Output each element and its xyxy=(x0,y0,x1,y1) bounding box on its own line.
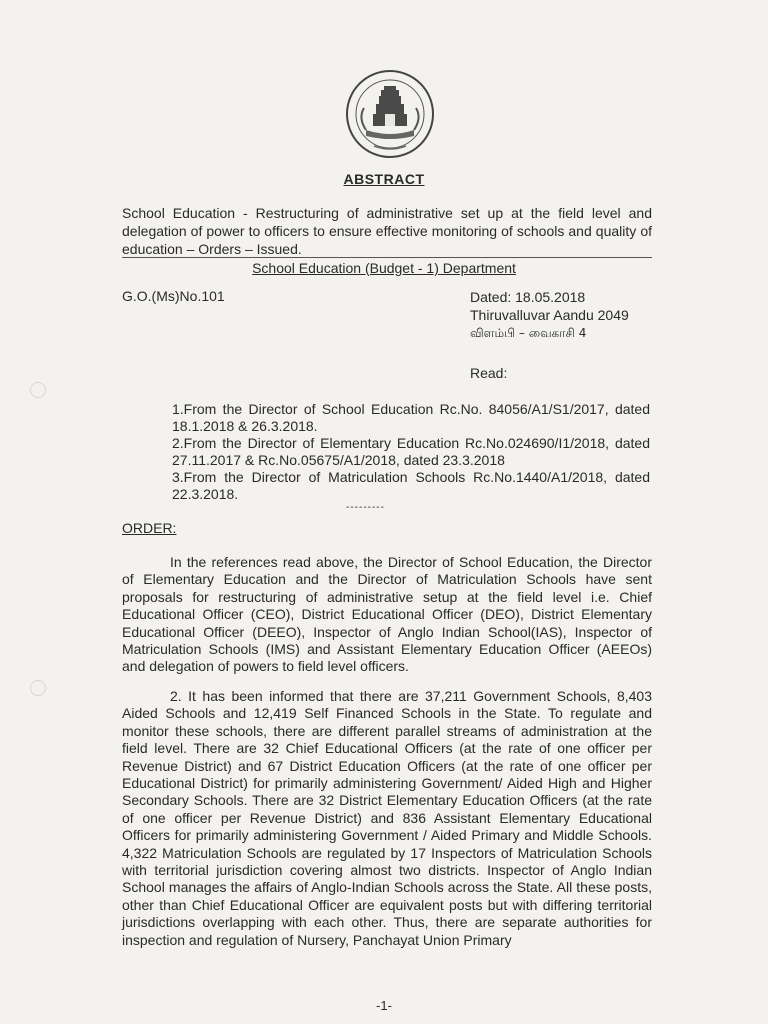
reference-item: 1.From the Director of School Education Rc.No. 84056/A1/S1/2017, dated 18.1.2018 & 26.3.2018. xyxy=(172,401,650,434)
order-heading: ORDER: xyxy=(122,520,177,536)
read-label: Read: xyxy=(470,365,508,381)
paragraph: In the references read above, the Director of School Education, the Director of Elementary Education and the Director of Matriculation Schools have sent proposals for restructuring of administrative setup at the field level i.e. Chief Educational Officer (CEO), District Educational Officer (DEO), District Elementary Educational Officer (DEEO), Inspector of Anglo Indian School(IAS), Inspector of Matriculation Schools (IMS) and Assistant Elementary Education Officer (AEEOs) and delegation of powers to field level officers. xyxy=(122,554,652,675)
go-number: G.O.(Ms)No.101 xyxy=(122,288,225,304)
tamil-nadu-emblem xyxy=(344,68,436,160)
punch-hole-mark xyxy=(30,680,46,696)
paragraph: 2. It has been informed that there are 37,211 Government Schools, 8,403 Aided Schools and 12,419 Self Financed Schools in the State. To regulate and monitor these schools, there are different parallel streams of administration at the field level. There are 32 Chief Educational Officers (at the rate of one officer per Revenue District) and 67 District Education Officers (at the rate of one officer per Educational District) for primarily administering Government/ Aided High and Higher Secondary Schools. There are 32 District Elementary Education Officers (at the rate of one officer per Revenue District) and 836 Assistant Elementary Educational Officers for primarily administering Government / Aided Primary and Middle Schools. 4,322 Matriculation Schools are regulated by 17 Inspectors of Matriculation Schools with territorial jurisdiction covering almost two districts. Inspector of Anglo Indian School manages the affairs of Anglo-Indian Schools across the State. All these posts, other than Chief Educational Officer are equivalent posts but with differing territorial jurisdictions overlapping with each other. Thus, there are separate authorities for inspection and regulation of Nursery, Panchayat Union Primary xyxy=(122,688,652,948)
date-line: விளம்பி – வைகாசி 4 xyxy=(470,326,587,340)
date-line: Thiruvalluvar Aandu 2049 xyxy=(470,307,629,323)
department-heading: School Education (Budget - 1) Department xyxy=(252,260,516,276)
date-line: Dated: 18.05.2018 xyxy=(470,289,586,305)
subject-text: School Education - Restructuring of administrative set up at the field level and delegation of power to officers to ensure effective monitoring of schools and quality of education – Orders – Issued. xyxy=(122,205,652,257)
separator: --------- xyxy=(346,502,385,513)
divider xyxy=(122,257,652,258)
reference-item: 2.From the Director of Elementary Education Rc.No.024690/I1/2018, dated 27.11.2017 & Rc.No.05675/A1/2018, dated 23.3.2018 xyxy=(172,435,650,468)
abstract-title: ABSTRACT xyxy=(343,171,425,187)
reference-item: 3.From the Director of Matriculation Schools Rc.No.1440/A1/2018, dated 22.3.2018. xyxy=(172,469,650,502)
page-number: -1- xyxy=(376,998,392,1013)
references-list xyxy=(172,401,650,503)
date-block xyxy=(470,288,629,342)
punch-hole-mark xyxy=(30,382,46,398)
